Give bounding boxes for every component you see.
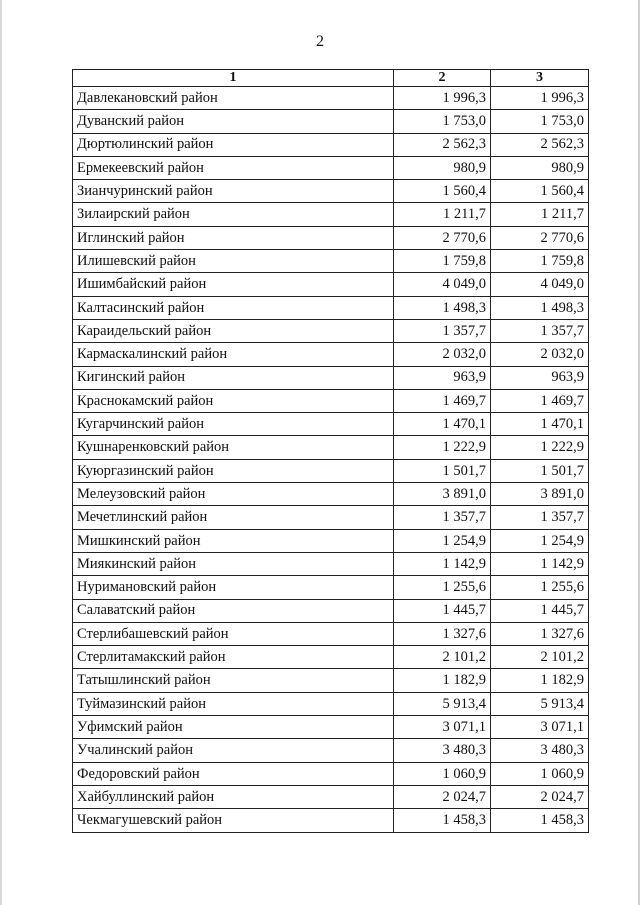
value-col2-cell: 3 480,3 xyxy=(394,739,491,762)
district-name-cell: Миякинский район xyxy=(73,552,394,575)
table-row xyxy=(73,646,589,669)
table-row xyxy=(73,413,589,436)
value-col2-cell: 1 458,3 xyxy=(394,809,491,832)
value-col3-cell: 5 913,4 xyxy=(491,692,589,715)
value-col2-cell: 1 222,9 xyxy=(394,436,491,459)
table-body xyxy=(73,87,589,833)
value-col2-cell: 2 024,7 xyxy=(394,785,491,808)
value-col2-cell: 1 560,4 xyxy=(394,180,491,203)
district-name-cell: Куюргазинский район xyxy=(73,459,394,482)
table-row xyxy=(73,110,589,133)
table-header-row xyxy=(73,70,589,87)
value-col3-cell: 2 770,6 xyxy=(491,226,589,249)
district-name-cell: Кармаскалинский район xyxy=(73,343,394,366)
value-col2-cell: 980,9 xyxy=(394,156,491,179)
district-name-cell: Иглинский район xyxy=(73,226,394,249)
value-col3-cell: 1 327,6 xyxy=(491,622,589,645)
district-name-cell: Татышлинский район xyxy=(73,669,394,692)
value-col2-cell: 1 211,7 xyxy=(394,203,491,226)
value-col3-cell: 980,9 xyxy=(491,156,589,179)
table-row xyxy=(73,436,589,459)
table-row xyxy=(73,389,589,412)
district-name-cell: Зилаирский район xyxy=(73,203,394,226)
value-col2-cell: 1 501,7 xyxy=(394,459,491,482)
column-header-1: 1 xyxy=(73,70,394,87)
district-name-cell: Стерлитамакский район xyxy=(73,646,394,669)
district-table xyxy=(72,69,589,833)
table-row xyxy=(73,296,589,319)
value-col3-cell: 1 498,3 xyxy=(491,296,589,319)
value-col3-cell: 3 071,1 xyxy=(491,716,589,739)
table-row xyxy=(73,483,589,506)
value-col2-cell: 1 469,7 xyxy=(394,389,491,412)
district-name-cell: Нуримановский район xyxy=(73,576,394,599)
district-name-cell: Хайбуллинский район xyxy=(73,785,394,808)
table-row xyxy=(73,506,589,529)
district-name-cell: Кушнаренковский район xyxy=(73,436,394,459)
value-col2-cell: 1 470,1 xyxy=(394,413,491,436)
page-number: 2 xyxy=(316,33,324,50)
value-col2-cell: 1 060,9 xyxy=(394,762,491,785)
table-row xyxy=(73,250,589,273)
value-col3-cell: 1 211,7 xyxy=(491,203,589,226)
table-row xyxy=(73,622,589,645)
value-col3-cell: 1 501,7 xyxy=(491,459,589,482)
value-col3-cell: 3 480,3 xyxy=(491,739,589,762)
table-row xyxy=(73,133,589,156)
value-col3-cell: 1 182,9 xyxy=(491,669,589,692)
value-col2-cell: 2 562,3 xyxy=(394,133,491,156)
value-col3-cell: 1 254,9 xyxy=(491,529,589,552)
value-col2-cell: 3 891,0 xyxy=(394,483,491,506)
value-col2-cell: 4 049,0 xyxy=(394,273,491,296)
value-col2-cell: 1 753,0 xyxy=(394,110,491,133)
value-col2-cell: 2 101,2 xyxy=(394,646,491,669)
value-col3-cell: 1 060,9 xyxy=(491,762,589,785)
value-col2-cell: 3 071,1 xyxy=(394,716,491,739)
scan-edge-left xyxy=(0,0,2,905)
value-col3-cell: 2 032,0 xyxy=(491,343,589,366)
district-name-cell: Учалинский район xyxy=(73,739,394,762)
district-name-cell: Стерлибашевский район xyxy=(73,622,394,645)
district-name-cell: Дюртюлинский район xyxy=(73,133,394,156)
value-col3-cell: 3 891,0 xyxy=(491,483,589,506)
value-col2-cell: 1 254,9 xyxy=(394,529,491,552)
value-col3-cell: 1 996,3 xyxy=(491,87,589,110)
district-name-cell: Караидельский район xyxy=(73,319,394,342)
value-col3-cell: 1 560,4 xyxy=(491,180,589,203)
district-name-cell: Дуванский район xyxy=(73,110,394,133)
district-name-cell: Кугарчинский район xyxy=(73,413,394,436)
district-name-cell: Уфимский район xyxy=(73,716,394,739)
district-name-cell: Туймазинский район xyxy=(73,692,394,715)
district-name-cell: Илишевский район xyxy=(73,250,394,273)
district-name-cell: Чекмагушевский район xyxy=(73,809,394,832)
value-col3-cell: 1 255,6 xyxy=(491,576,589,599)
table-row xyxy=(73,576,589,599)
value-col2-cell: 1 445,7 xyxy=(394,599,491,622)
district-name-cell: Мечетлинский район xyxy=(73,506,394,529)
district-name-cell: Давлекановский район xyxy=(73,87,394,110)
district-name-cell: Салаватский район xyxy=(73,599,394,622)
table-row xyxy=(73,87,589,110)
value-col2-cell: 1 255,6 xyxy=(394,576,491,599)
value-col3-cell: 1 469,7 xyxy=(491,389,589,412)
district-name-cell: Ишимбайский район xyxy=(73,273,394,296)
value-col3-cell: 2 024,7 xyxy=(491,785,589,808)
value-col3-cell: 1 445,7 xyxy=(491,599,589,622)
table-row xyxy=(73,692,589,715)
table-row xyxy=(73,180,589,203)
value-col3-cell: 963,9 xyxy=(491,366,589,389)
table-row xyxy=(73,366,589,389)
value-col2-cell: 1 357,7 xyxy=(394,506,491,529)
table-row xyxy=(73,343,589,366)
table-row xyxy=(73,319,589,342)
district-name-cell: Мелеузовский район xyxy=(73,483,394,506)
table-row xyxy=(73,739,589,762)
value-col3-cell: 1 142,9 xyxy=(491,552,589,575)
district-name-cell: Калтасинский район xyxy=(73,296,394,319)
table-row xyxy=(73,552,589,575)
district-name-cell: Мишкинский район xyxy=(73,529,394,552)
district-name-cell: Зианчуринский район xyxy=(73,180,394,203)
value-col2-cell: 1 498,3 xyxy=(394,296,491,319)
value-col3-cell: 2 562,3 xyxy=(491,133,589,156)
value-col2-cell: 1 327,6 xyxy=(394,622,491,645)
value-col3-cell: 2 101,2 xyxy=(491,646,589,669)
value-col2-cell: 1 182,9 xyxy=(394,669,491,692)
value-col3-cell: 1 357,7 xyxy=(491,319,589,342)
value-col3-cell: 4 049,0 xyxy=(491,273,589,296)
value-col3-cell: 1 753,0 xyxy=(491,110,589,133)
value-col3-cell: 1 357,7 xyxy=(491,506,589,529)
district-name-cell: Федоровский район xyxy=(73,762,394,785)
value-col2-cell: 1 759,8 xyxy=(394,250,491,273)
value-col2-cell: 5 913,4 xyxy=(394,692,491,715)
table-row xyxy=(73,226,589,249)
table-row xyxy=(73,273,589,296)
value-col2-cell: 2 032,0 xyxy=(394,343,491,366)
table-row xyxy=(73,599,589,622)
table-row xyxy=(73,762,589,785)
value-col2-cell: 1 996,3 xyxy=(394,87,491,110)
table-row xyxy=(73,459,589,482)
value-col2-cell: 1 142,9 xyxy=(394,552,491,575)
column-header-3: 3 xyxy=(491,70,589,87)
table-row xyxy=(73,529,589,552)
district-name-cell: Краснокамский район xyxy=(73,389,394,412)
value-col3-cell: 1 759,8 xyxy=(491,250,589,273)
table-row xyxy=(73,669,589,692)
column-header-2: 2 xyxy=(394,70,491,87)
district-name-cell: Кигинский район xyxy=(73,366,394,389)
table-row xyxy=(73,156,589,179)
table-row xyxy=(73,809,589,832)
table-row xyxy=(73,203,589,226)
table-row xyxy=(73,785,589,808)
value-col3-cell: 1 222,9 xyxy=(491,436,589,459)
value-col2-cell: 1 357,7 xyxy=(394,319,491,342)
table-row xyxy=(73,716,589,739)
value-col2-cell: 963,9 xyxy=(394,366,491,389)
value-col3-cell: 1 470,1 xyxy=(491,413,589,436)
value-col2-cell: 2 770,6 xyxy=(394,226,491,249)
district-name-cell: Ермекеевский район xyxy=(73,156,394,179)
value-col3-cell: 1 458,3 xyxy=(491,809,589,832)
